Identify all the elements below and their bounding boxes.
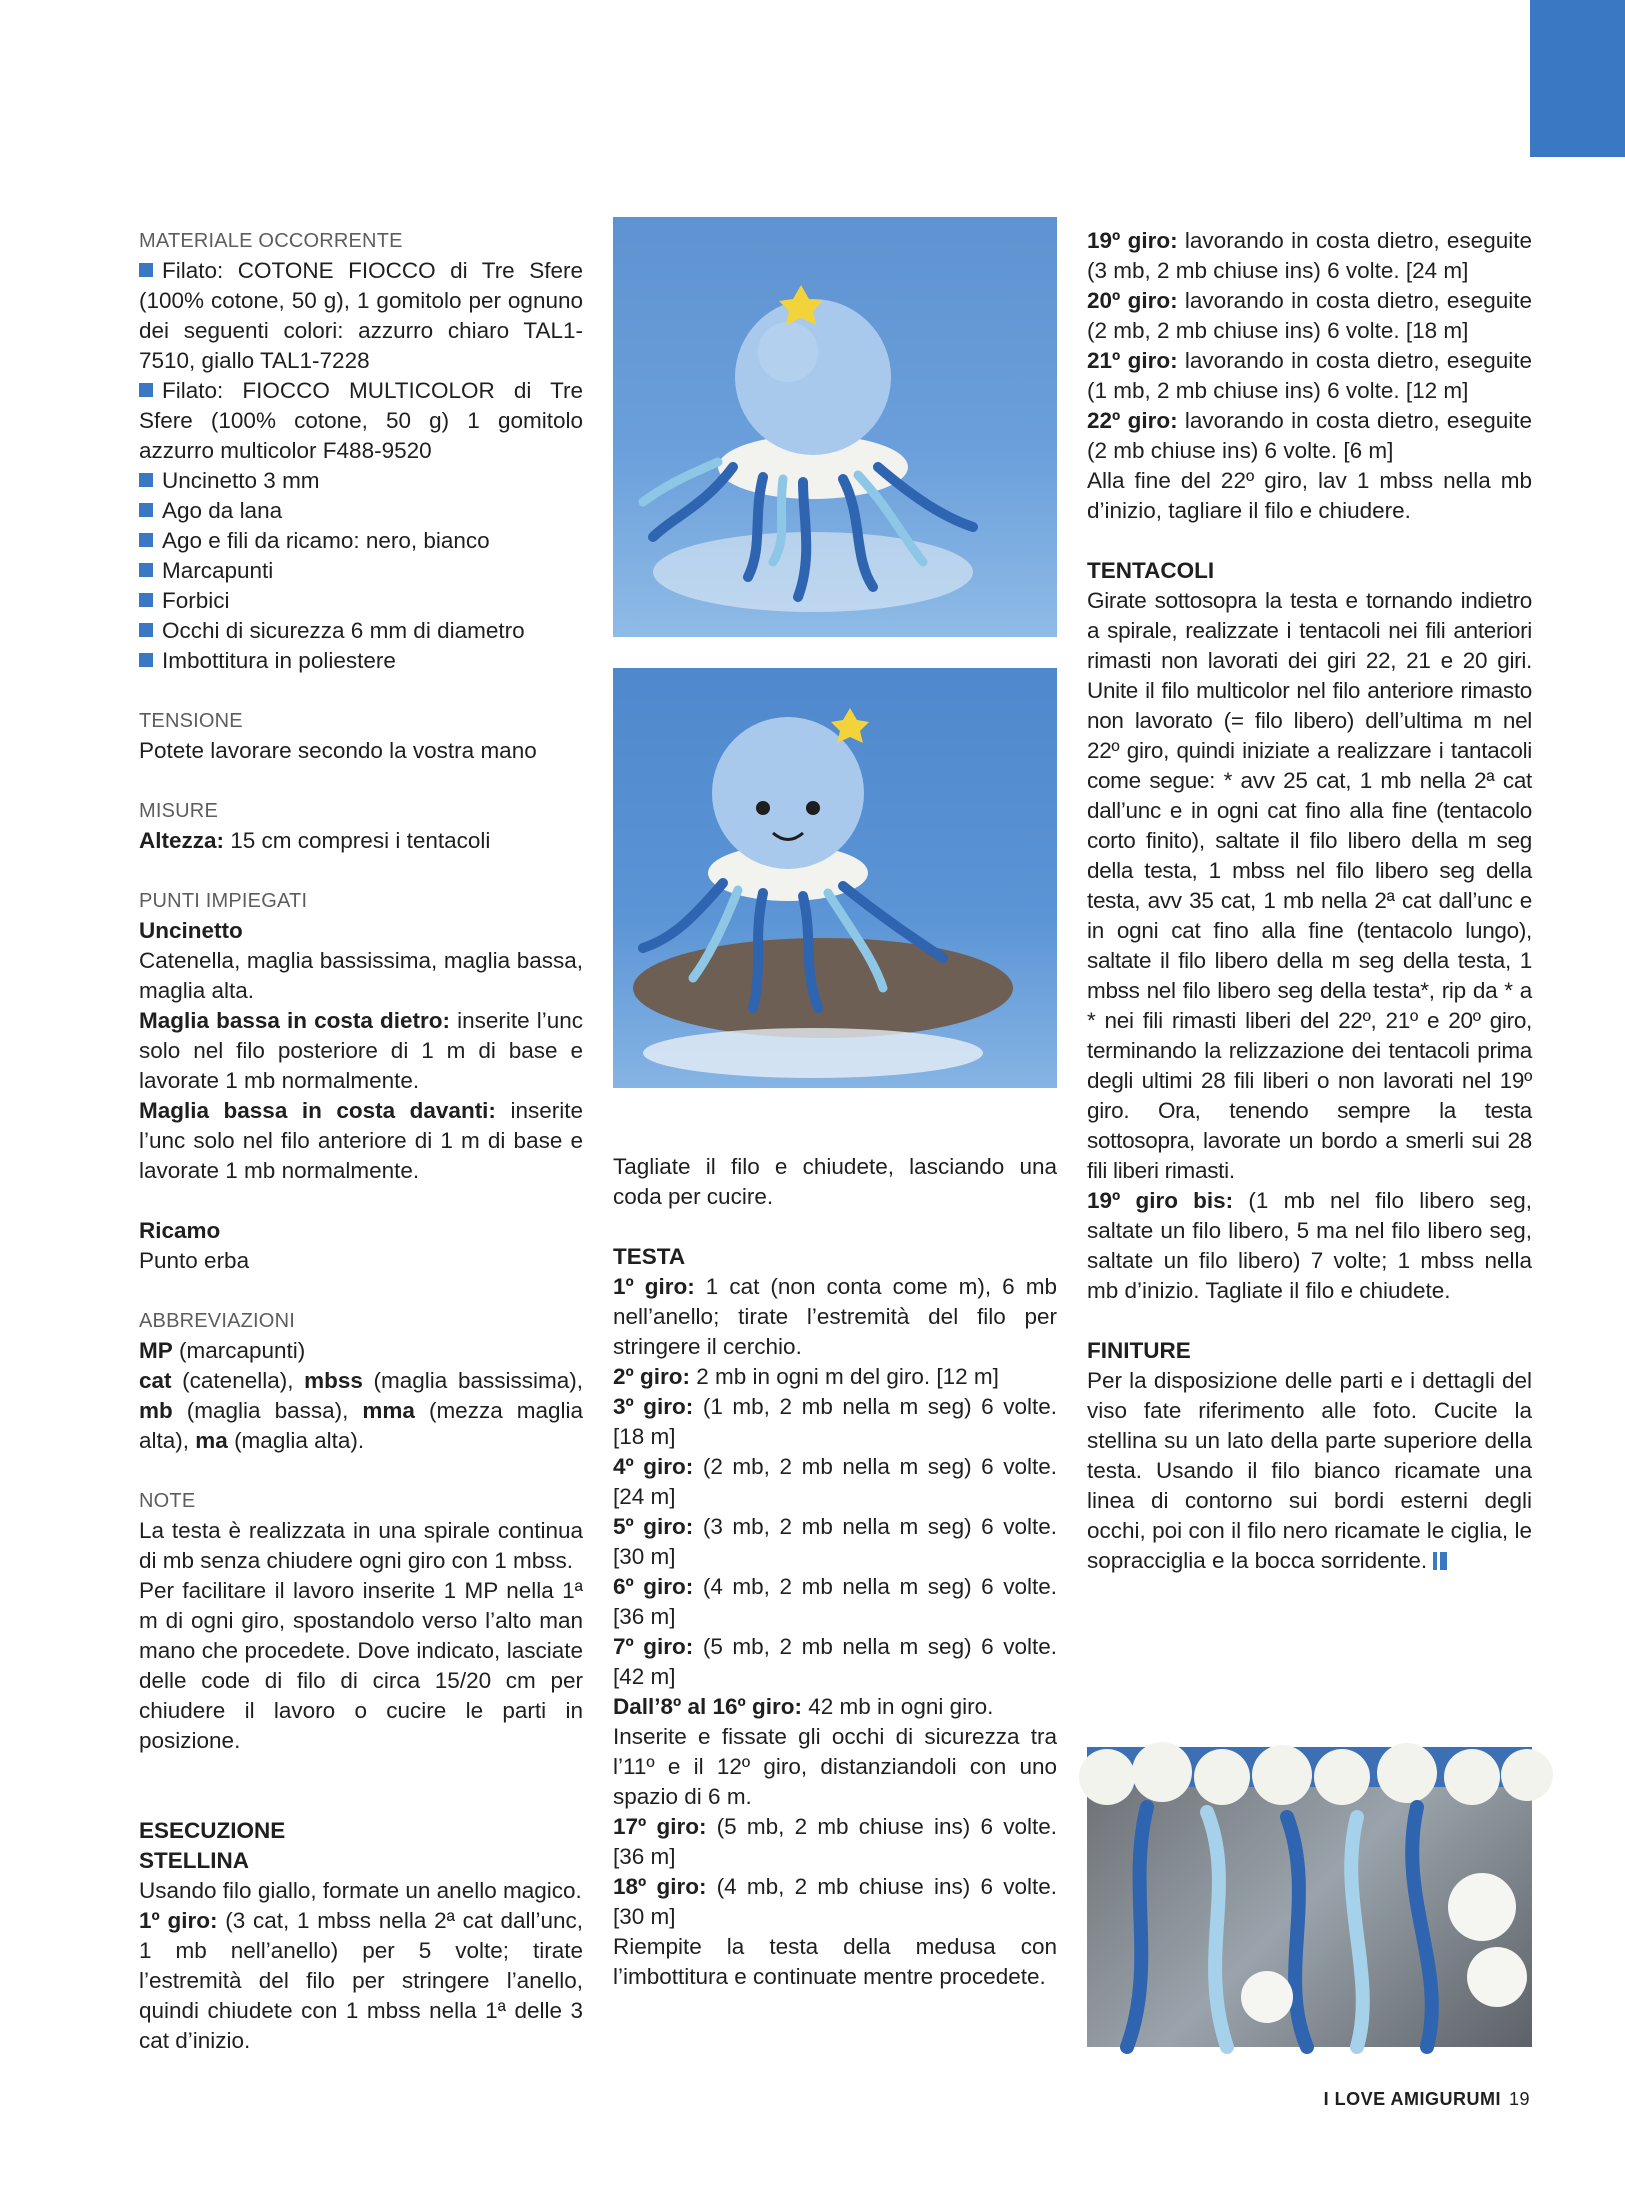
execution-title: ESECUZIONE	[139, 1818, 286, 1843]
star-title: STELLINA	[139, 1848, 249, 1873]
notes-title: NOTE	[139, 1490, 196, 1512]
head-round: 3º giro: (1 mb, 2 mb nella m seg) 6 volte. [18 m]	[613, 1394, 1057, 1449]
head-round: 18º giro: (4 mb, 2 mb chiuse ins) 6 volte. [30 m]	[613, 1874, 1057, 1929]
head-round: 6º giro: (4 mb, 2 mb nella m seg) 6 volte. [36 m]	[613, 1574, 1057, 1629]
head-round: 19º giro: lavorando in costa dietro, eseguite (3 mb, 2 mb chiuse ins) 6 volte. [24 m]	[1087, 228, 1532, 283]
finishing-title: FINITURE	[1087, 1338, 1191, 1363]
square-bullet-icon	[139, 383, 153, 397]
embroidery-text: Punto erba	[139, 1248, 250, 1273]
square-bullet-icon	[139, 473, 153, 487]
head-end: Alla fine del 22º giro, lav 1 mbss nella mb d’inizio, tagliare il filo e chiudere.	[1087, 468, 1532, 523]
head-stuffing: Riempite la testa della medusa con l’imbottitura e continuate mentre procedete.	[613, 1934, 1057, 1989]
material-item: Forbici	[139, 586, 583, 616]
material-item: Filato: FIOCCO MULTICOLOR di Tre Sfere (100% cotone, 50 g) 1 gomitolo azzurro multicolor F488-9520	[139, 378, 583, 463]
magazine-name: I LOVE AMIGURUMI	[1323, 2089, 1501, 2109]
material-item: Occhi di sicurezza 6 mm di diametro	[139, 616, 583, 646]
head-round: 21º giro: lavorando in costa dietro, eseguite (1 mb, 2 mb chiuse ins) 6 volte. [12 m]	[1087, 348, 1532, 403]
head-round: 1º giro: 1 cat (non conta come m), 6 mb nell’anello; tirate l’estremità del filo per stringere il cerchio.	[613, 1274, 1057, 1359]
tentacles-text: Girate sottosopra la testa e tornando indietro a spirale, realizzate i tentacoli nei fili anteriori rimasti non lavorati dei giri 22, 21 e 20 giri. Unite il filo multicolor nel filo anteriore rimasto non lavorato (= filo libero) dell’ultima m nel 22º giro, quindi iniziate a realizzare i tantacoli come segue: * avv 25 cat, 1 mb nella 2ª cat dall’unc e in ogni cat fino alla fine (tentacolo corto finito), saltate il filo libero della m seg della testa, 1 mbss nel filo libero seg della testa, avv 35 cat, 1 mb nella 2ª cat dall’unc e in ogni cat fino alla fine (tentacolo lungo), saltate il filo libero della m seg della testa, 1 mbss nel filo libero seg della testa*, rip da * a * nei fili rimasti liberi del 22º, 21º e 20º giro, terminando la relizzazione dei tentacoli prima degli ultimi 28 fili liberi o non lavorati nel 19º giro. Ora, tenendo sempre la testa sottosopra, lavorate un bordo a smerli sui 28 fili liberi rimasti.	[1087, 588, 1532, 1183]
head-round: Dall’8º al 16º giro: 42 mb in ogni giro.	[613, 1694, 994, 1719]
star-intro: Usando filo giallo, formate un anello magico.	[139, 1878, 582, 1903]
jellyfish-photo-top	[613, 217, 1057, 637]
head-round: 20º giro: lavorando in costa dietro, eseguite (2 mb, 2 mb chiuse ins) 6 volte. [18 m]	[1087, 288, 1532, 343]
material-item: Marcapunti	[139, 556, 583, 586]
material-item: Uncinetto 3 mm	[139, 466, 583, 496]
square-bullet-icon	[139, 623, 153, 637]
tension-title: TENSIONE	[139, 710, 243, 732]
abbreviation-list: cat (catenella), mbss (maglia bassissima), mb (maglia bassa), mma (mezza maglia alta), ma (maglia alta).	[139, 1368, 584, 1453]
jellyfish-photo-face	[613, 668, 1057, 1088]
material-item: Ago e fili da ricamo: nero, bianco	[139, 526, 583, 556]
measures-text: Altezza: 15 cm compresi i tentacoli	[139, 828, 491, 853]
page-footer	[1320, 2089, 1530, 2110]
head-round: 2º giro: 2 mb in ogni m del giro. [12 m]	[613, 1364, 999, 1389]
head-round: 7º giro: (5 mb, 2 mb nella m seg) 6 volte. [42 m]	[613, 1634, 1057, 1689]
stitches-title: PUNTI IMPIEGATI	[139, 890, 308, 912]
embroidery-heading: Ricamo	[139, 1218, 221, 1243]
finishing-text: Per la disposizione delle parti e i dettagli del viso fate riferimento alle foto. Cucite la stellina su un lato della parte superiore della testa. Usando il filo bianco ricamate una linea di contorno sui bordi esterni degli occhi, poi con il filo nero ricamate le ciglia, le sopracciglia e la bocca sorridente.	[1087, 1368, 1532, 1573]
head-round: 17º giro: (5 mb, 2 mb chiuse ins) 6 volte. [36 m]	[613, 1814, 1057, 1869]
notes-text: La testa è realizzata in una spirale continua di mb senza chiudere ogni giro con 1 mbss.	[139, 1518, 583, 1573]
head-eyes: Inserite e fissate gli occhi di sicurezza tra l’11º e il 12º giro, distanziandoli con uno spazio di 6 m.	[613, 1724, 1057, 1809]
head-round: 5º giro: (3 mb, 2 mb nella m seg) 6 volte. [30 m]	[613, 1514, 1057, 1569]
page-number: 19	[1508, 2089, 1530, 2109]
materials-title: MATERIALE OCCORRENTE	[139, 230, 403, 252]
tentacles-closeup-photo	[1087, 1747, 1532, 2047]
square-bullet-icon	[139, 263, 153, 277]
square-bullet-icon	[139, 593, 153, 607]
tentacles-round-bis: 19º giro bis: (1 mb nel filo libero seg, saltate un filo libero, 5 ma nel filo libero seg, saltate un filo libero) 7 volte; 1 mbss nella mb d’inizio. Tagliate il filo e chiudete.	[1087, 1188, 1532, 1303]
abbreviation-mp: MP (marcapunti)	[139, 1338, 306, 1363]
chapter-tab	[1530, 0, 1625, 157]
end-mark-icon	[1433, 1552, 1447, 1570]
measures-title: MISURE	[139, 800, 218, 822]
tentacles-title: TENTACOLI	[1087, 558, 1215, 583]
square-bullet-icon	[139, 503, 153, 517]
middle-column	[613, 1152, 1057, 1992]
notes-text: Per facilitare il lavoro inserite 1 MP nella 1ª m di ogni giro, spostandolo verso l’alto man mano che procedete. Dove indicato, lasciate delle code di filo di circa 15/20 cm per chiudere il lavoro o cucire le parti in posizione.	[139, 1578, 583, 1753]
front-loop-stitch: Maglia bassa in costa davanti: inserite l’unc solo nel filo anteriore di 1 m di base e lavorate 1 mb normalmente.	[139, 1098, 583, 1183]
head-round: 22º giro: lavorando in costa dietro, eseguite (2 mb chiuse ins) 6 volte. [6 m]	[1087, 408, 1532, 463]
left-column	[139, 226, 584, 2053]
star-closing: Tagliate il filo e chiudete, lasciando una coda per cucire.	[613, 1154, 1057, 1209]
material-item: Imbottitura in poliestere	[139, 646, 583, 676]
head-title: TESTA	[613, 1244, 686, 1269]
head-round: 4º giro: (2 mb, 2 mb nella m seg) 6 volte. [24 m]	[613, 1454, 1057, 1509]
star-round-1: 1º giro: (3 cat, 1 mbss nella 2ª cat dall’unc, 1 mb nell’anello) per 5 volte; tirate l’estremità del filo per stringere l’anello, quindi chiudete con 1 mbss nella 1ª delle 3 cat d’inizio.	[139, 1908, 583, 2053]
square-bullet-icon	[139, 653, 153, 667]
abbreviations-title: ABBREVIAZIONI	[139, 1310, 295, 1332]
right-column	[1087, 226, 1532, 1576]
tension-text: Potete lavorare secondo la vostra mano	[139, 738, 537, 763]
material-item: Ago da lana	[139, 496, 583, 526]
back-loop-stitch: Maglia bassa in costa dietro: inserite l’unc solo nel filo posteriore di 1 m di base e lavorate 1 mb normalmente.	[139, 1008, 583, 1093]
crochet-heading: Uncinetto	[139, 918, 243, 943]
square-bullet-icon	[139, 533, 153, 547]
material-item: Filato: COTONE FIOCCO di Tre Sfere (100% cotone, 50 g), 1 gomitolo per ognuno dei seguenti colori: azzurro chiaro TAL1-7510, giallo TAL1-7228	[139, 258, 583, 373]
square-bullet-icon	[139, 563, 153, 577]
crochet-text: Catenella, maglia bassissima, maglia bassa, maglia alta.	[139, 948, 583, 1003]
